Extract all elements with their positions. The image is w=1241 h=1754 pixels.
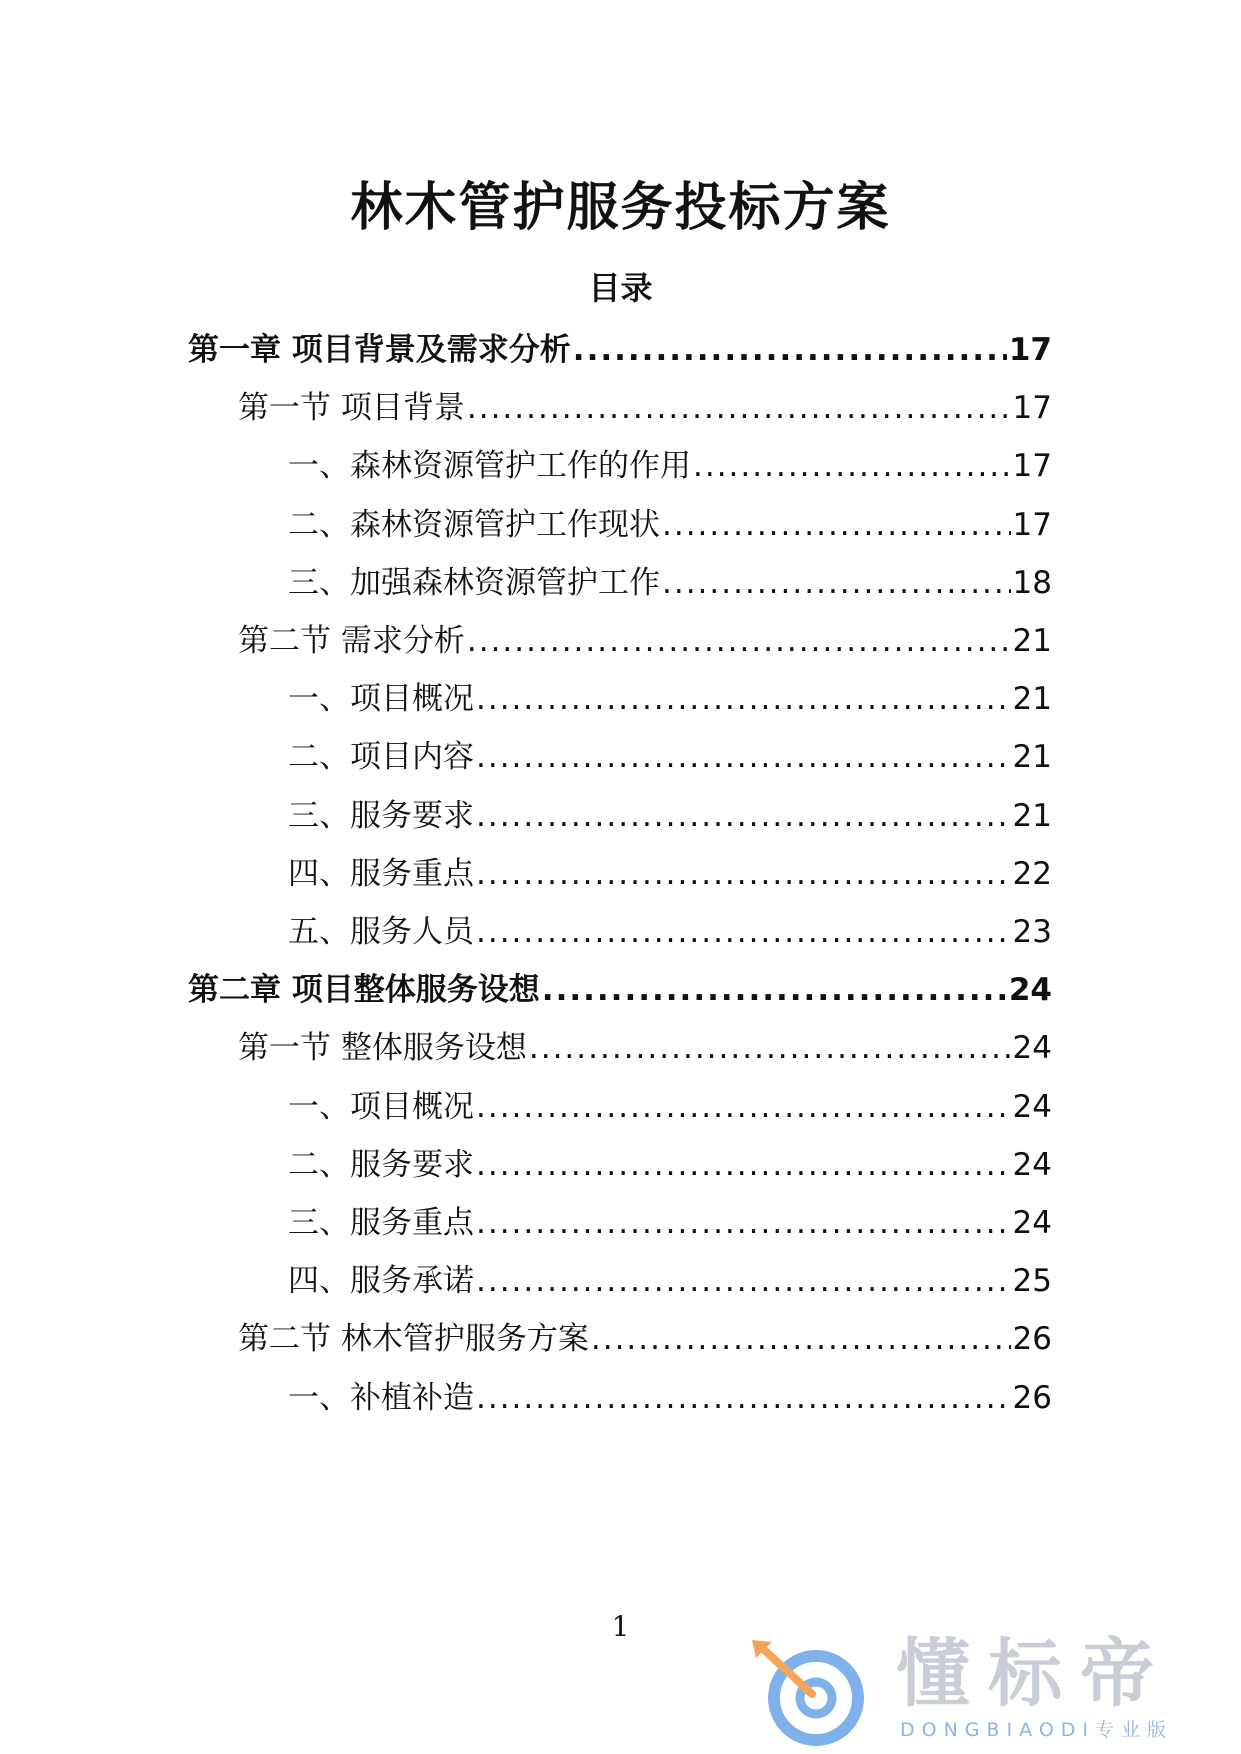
toc-entry[interactable]	[188, 970, 1052, 1010]
toc-entry-label: 二、森林资源管护工作现状	[288, 506, 660, 543]
toc-entry-page: 17	[1012, 390, 1052, 427]
toc-entry[interactable]	[288, 1145, 1052, 1185]
target-logo-icon	[748, 1636, 878, 1746]
toc-entry[interactable]	[288, 1203, 1052, 1243]
toc-entry-page: 24	[1012, 1205, 1052, 1241]
toc-entry-page: 17	[1012, 448, 1052, 485]
toc-entry[interactable]	[288, 1378, 1052, 1418]
toc-entry-page: 26	[1012, 1321, 1052, 1358]
toc-entry-label: 五、服务人员	[288, 914, 474, 950]
toc-entry[interactable]	[288, 854, 1052, 894]
toc-leader-dots	[662, 505, 1011, 545]
toc-entry[interactable]	[288, 446, 1052, 486]
toc-entry-page: 21	[1012, 739, 1052, 776]
toc-entry-label: 第二节 林木管护服务方案	[238, 1321, 589, 1358]
toc-leader-dots	[476, 1203, 1011, 1243]
toc-entry-label: 四、服务承诺	[288, 1263, 474, 1300]
toc-entry-label: 一、项目概况	[288, 1088, 474, 1125]
toc-leader-dots	[476, 1087, 1011, 1127]
toc-entry-label: 第一节 项目背景	[238, 390, 465, 427]
toc-entry-label: 第二章 项目整体服务设想	[188, 972, 540, 1009]
toc-leader-dots	[476, 1378, 1011, 1418]
toc-entry[interactable]	[288, 563, 1052, 603]
toc-entry[interactable]	[238, 388, 1052, 428]
toc-entry-label: 一、项目概况	[288, 681, 474, 718]
toc-leader-dots	[542, 970, 1007, 1010]
toc-entry[interactable]	[238, 1028, 1052, 1068]
toc-entry[interactable]	[288, 1261, 1052, 1301]
toc-entry-page: 24	[1008, 972, 1052, 1009]
toc-entry[interactable]	[238, 621, 1052, 661]
toc-entry[interactable]	[288, 505, 1052, 545]
toc-entry-page: 21	[1012, 797, 1052, 834]
toc-entry-page: 21	[1012, 623, 1052, 659]
toc-leader-dots	[476, 854, 1011, 894]
toc-entry-label: 一、森林资源管护工作的作用	[288, 448, 691, 485]
toc-entry-page: 25	[1012, 1263, 1052, 1300]
toc-leader-dots	[467, 621, 1011, 661]
toc-entry-page: 17	[1012, 506, 1052, 543]
toc-entry-page: 24	[1012, 1030, 1052, 1067]
toc-entry-page: 24	[1012, 1088, 1052, 1125]
toc-entry-label: 二、服务要求	[288, 1146, 474, 1183]
toc-entry-label: 第一节 整体服务设想	[238, 1030, 527, 1067]
document-title: 林木管护服务投标方案	[350, 178, 891, 238]
page-number: 1	[611, 1610, 630, 1643]
toc-entry-page: 22	[1012, 855, 1052, 892]
toc-leader-dots	[476, 796, 1011, 836]
toc-leader-dots	[476, 1261, 1011, 1301]
toc-entry-page: 26	[1012, 1379, 1052, 1416]
toc-leader-dots	[573, 330, 1007, 370]
toc-entry[interactable]	[288, 679, 1052, 719]
toc-entry-label: 四、服务重点	[288, 855, 474, 892]
toc-entry[interactable]	[288, 1087, 1052, 1127]
toc-entry-page: 18	[1012, 564, 1052, 601]
toc-leader-dots	[476, 737, 1011, 777]
toc-entry[interactable]	[288, 912, 1052, 952]
toc-entry-label: 三、服务重点	[288, 1205, 474, 1241]
toc-leader-dots	[467, 388, 1011, 428]
toc-entry-page: 24	[1012, 1146, 1052, 1183]
toc-leader-dots	[476, 1145, 1011, 1185]
toc-entry-label: 一、补植补造	[288, 1379, 474, 1416]
watermark-brand: 懂标帝	[896, 1631, 1172, 1717]
toc-leader-dots	[529, 1028, 1011, 1068]
toc-leader-dots	[476, 679, 1011, 719]
toc-leader-dots	[693, 446, 1011, 486]
toc-entry-label: 三、加强森林资源管护工作	[288, 564, 660, 601]
toc-entry-label: 第一章 项目背景及需求分析	[188, 332, 571, 368]
toc-entry[interactable]	[288, 796, 1052, 836]
toc-entry-label: 第二节 需求分析	[238, 623, 465, 659]
toc-entry-label: 二、项目内容	[288, 739, 474, 776]
watermark-subtitle: DONGBIAODI专业版	[900, 1719, 1174, 1741]
toc-entry-page: 17	[1008, 332, 1052, 368]
toc-entry-label: 三、服务要求	[288, 797, 474, 834]
toc-leader-dots	[591, 1319, 1011, 1359]
watermark	[748, 1628, 1228, 1750]
toc-entry-page: 23	[1012, 914, 1052, 950]
toc-entry[interactable]	[188, 330, 1052, 370]
toc-entry[interactable]	[238, 1319, 1052, 1359]
toc-leader-dots	[662, 563, 1011, 603]
toc-entry[interactable]	[288, 737, 1052, 777]
toc-heading: 目录	[588, 269, 653, 307]
toc-entry-page: 21	[1012, 681, 1052, 718]
toc-leader-dots	[476, 912, 1011, 952]
